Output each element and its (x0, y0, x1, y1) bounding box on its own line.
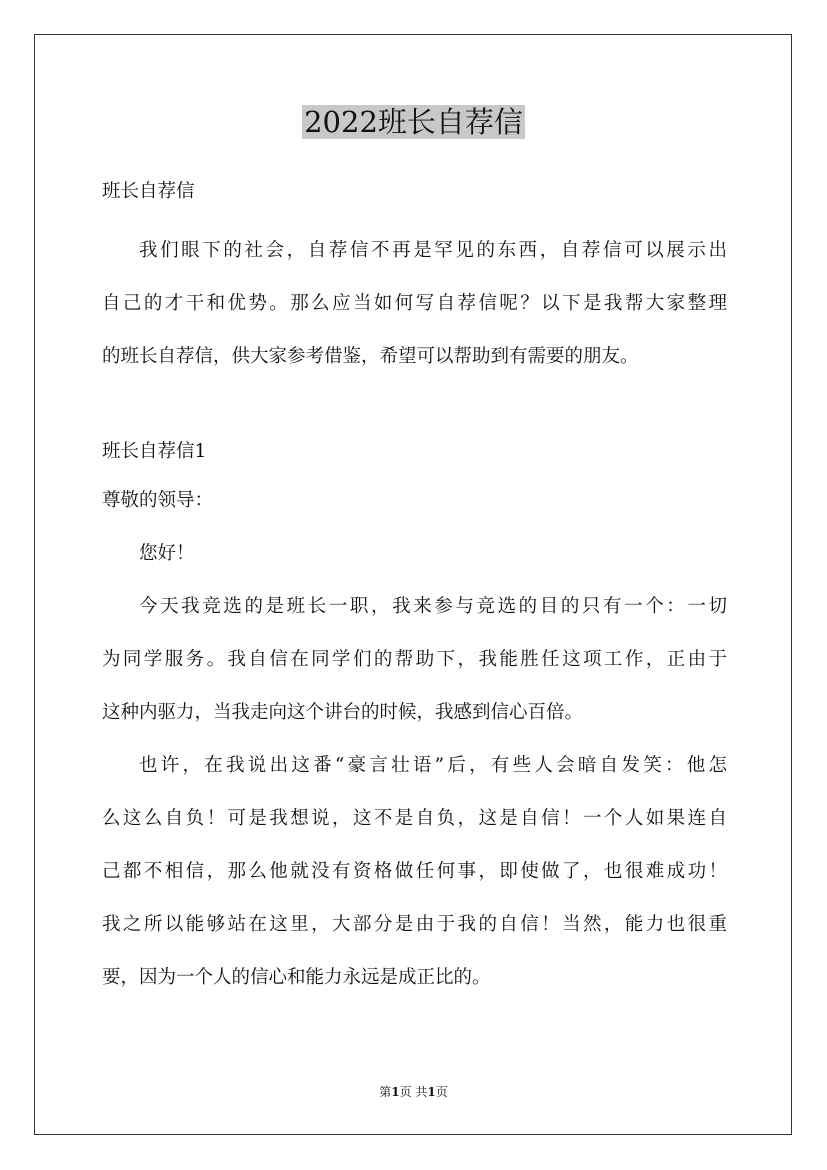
footer-page-total: 1 (427, 1085, 436, 1099)
para2-line-3: 己都不相信，那么他就没有资格做任何事，即使做了，也很难成功！ (102, 861, 727, 882)
page-footer (0, 1084, 827, 1100)
para2-line-5: 要，因为一个人的信心和能力永远是成正比的。 (102, 967, 491, 988)
greeting: 您好！ (139, 543, 195, 564)
intro-line-3: 的班长自荐信，供大家参考借鉴，希望可以帮助到有需要的朋友。 (102, 346, 639, 367)
footer-page-mid: 页 共 (399, 1085, 428, 1099)
document-title-text: 2022班长自荐信 (304, 105, 523, 139)
intro-line-1: 我们眼下的社会，自荐信不再是罕见的东西，自荐信可以展示出 (139, 240, 727, 261)
footer-page-suffix: 页 (435, 1085, 448, 1099)
para1-line-2: 为同学服务。我自信在同学们的帮助下，我能胜任这项工作，正由于 (102, 649, 727, 670)
intro-line-2: 自己的才干和优势。那么应当如何写自荐信呢？以下是我帮大家整理 (102, 293, 727, 314)
document-title (0, 102, 827, 142)
subtitle: 班长自荐信 (102, 181, 195, 202)
salutation: 尊敬的领导： (102, 490, 214, 511)
footer-page-current: 1 (391, 1085, 400, 1099)
document-body (102, 170, 727, 1004)
para1-line-1: 今天我竞选的是班长一职，我来参与竞选的目的只有一个：一切 (139, 596, 727, 617)
para2-line-2: 么这么自负！可是我想说，这不是自负，这是自信！一个人如果连自 (102, 808, 727, 829)
section-title: 班长自荐信1 (102, 441, 207, 462)
para2-line-4: 我之所以能够站在这里，大部分是由于我的自信！当然，能力也很重 (102, 914, 727, 935)
para1-line-3: 这种内驱力，当我走向这个讲台的时候，我感到信心百倍。 (102, 702, 584, 723)
para2-line-1: 也许，在我说出这番“豪言壮语”后，有些人会暗自发笑：他怎 (139, 755, 727, 776)
footer-page-prefix: 第 (379, 1085, 392, 1099)
